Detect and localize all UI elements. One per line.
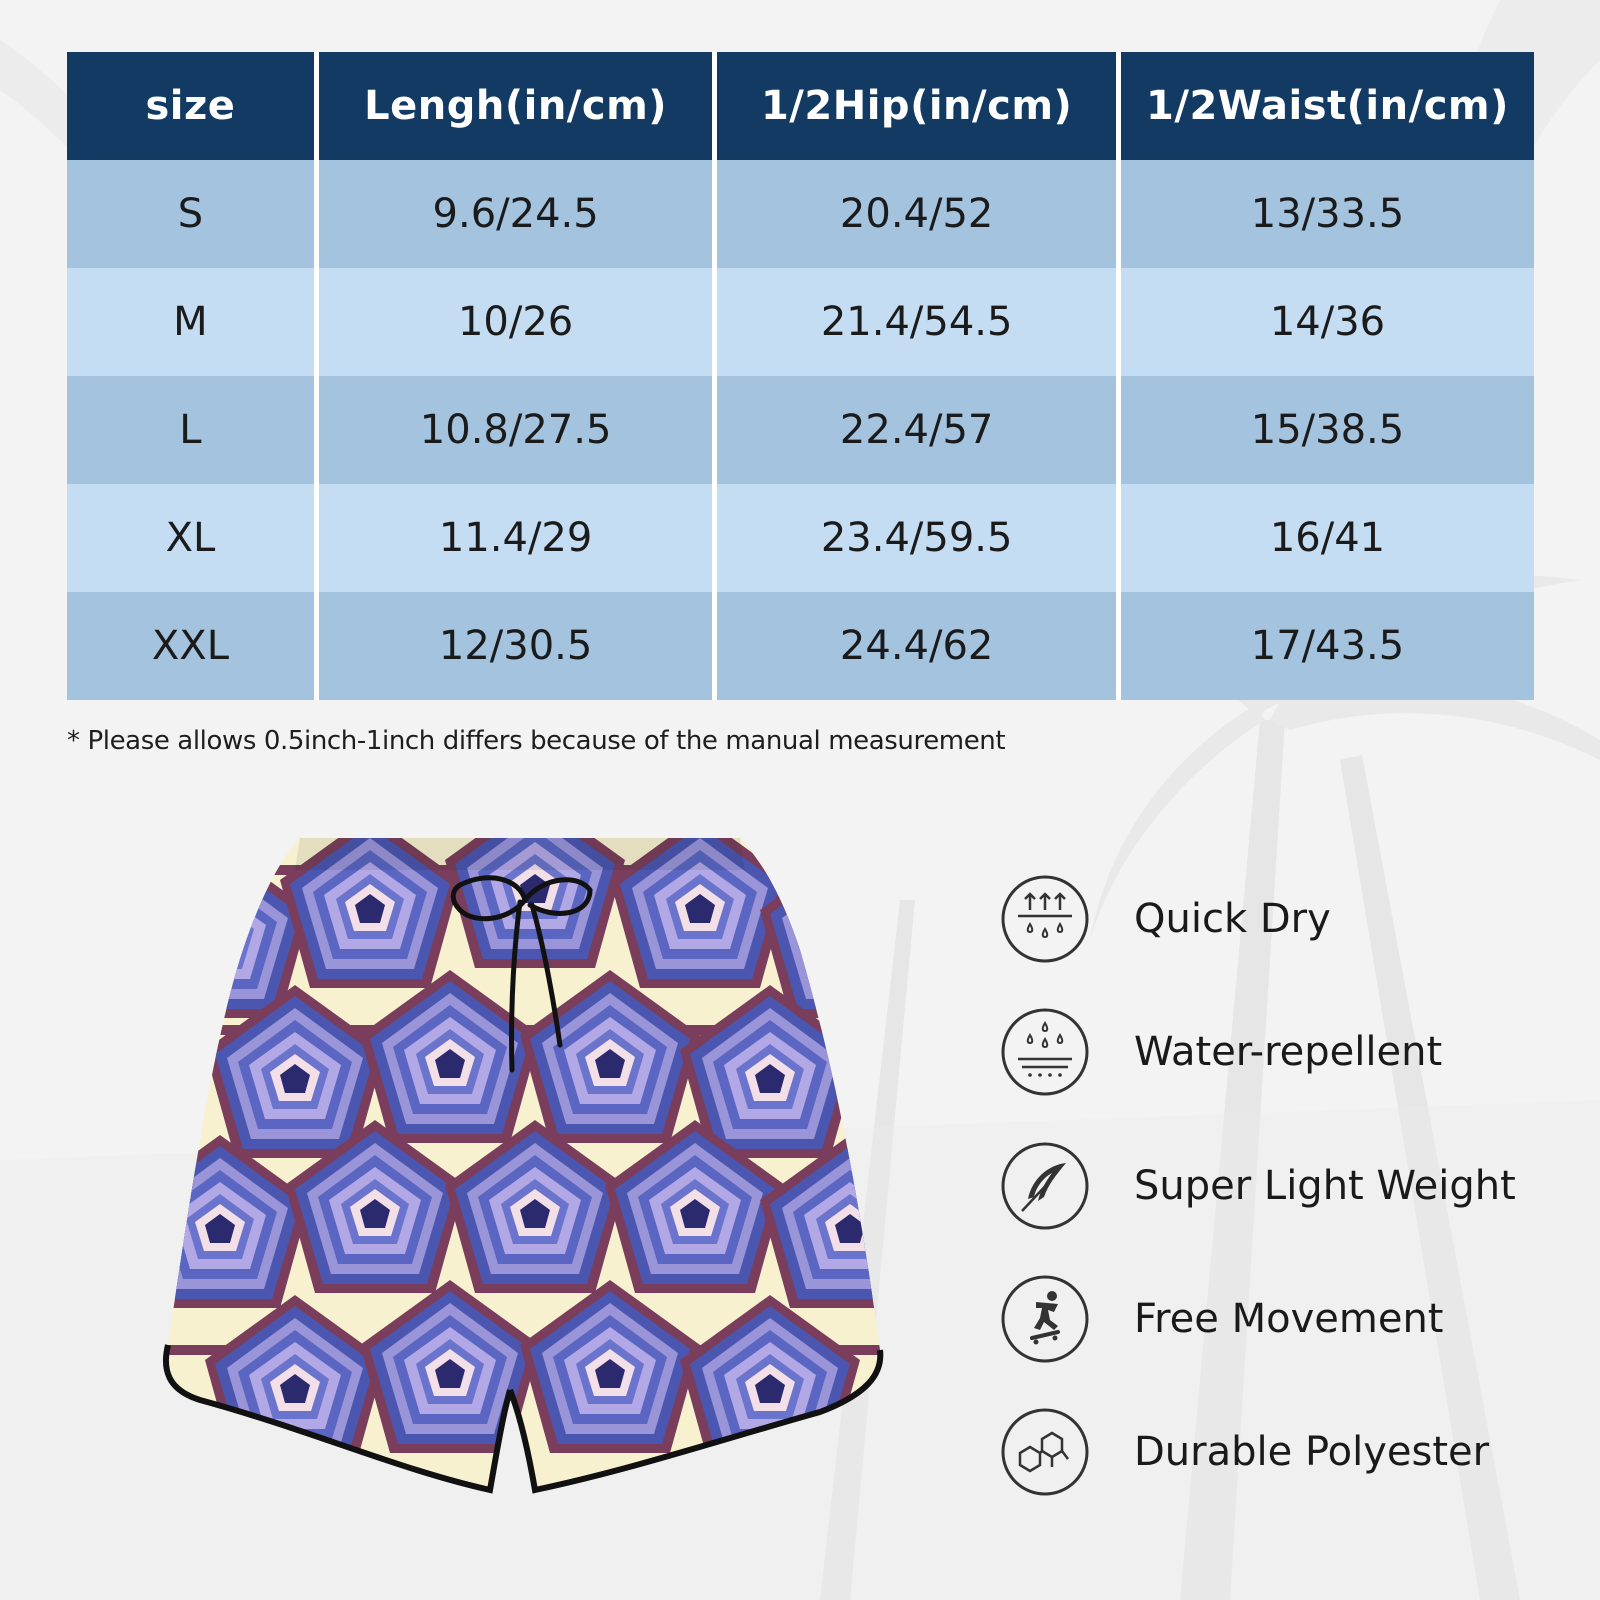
header-half-waist: 1/2Waist(in/cm) bbox=[1121, 52, 1534, 160]
header-half-hip: 1/2Hip(in/cm) bbox=[717, 52, 1121, 160]
skateboarder-icon bbox=[1000, 1274, 1090, 1364]
feature-label: Water-repellent bbox=[1134, 1029, 1443, 1075]
feature-quick-dry bbox=[1000, 872, 1560, 966]
feature-label: Super Light Weight bbox=[1134, 1163, 1516, 1209]
molecule-icon bbox=[1000, 1407, 1090, 1497]
cell-waist: 14/36 bbox=[1121, 268, 1534, 376]
cell-waist: 13/33.5 bbox=[1121, 160, 1534, 268]
cell-size: XL bbox=[67, 484, 319, 592]
cell-hip: 20.4/52 bbox=[717, 160, 1121, 268]
cell-size: S bbox=[67, 160, 319, 268]
table-row bbox=[67, 592, 1534, 700]
cell-size: L bbox=[67, 376, 319, 484]
cell-waist: 17/43.5 bbox=[1121, 592, 1534, 700]
feature-label: Free Movement bbox=[1134, 1296, 1444, 1342]
cell-length: 10/26 bbox=[319, 268, 717, 376]
header-size: size bbox=[67, 52, 319, 160]
cell-hip: 21.4/54.5 bbox=[717, 268, 1121, 376]
feature-label: Durable Polyester bbox=[1134, 1429, 1490, 1475]
cell-length: 12/30.5 bbox=[319, 592, 717, 700]
cell-size: M bbox=[67, 268, 319, 376]
water-repellent-icon bbox=[1000, 1007, 1090, 1097]
table-row bbox=[67, 484, 1534, 592]
header-length: Lengh(in/cm) bbox=[319, 52, 717, 160]
cell-waist: 16/41 bbox=[1121, 484, 1534, 592]
cell-length: 11.4/29 bbox=[319, 484, 717, 592]
measurement-note: * Please allows 0.5inch-1inch differs because of the manual measurement bbox=[67, 726, 1006, 756]
table-header-row bbox=[67, 52, 1534, 160]
cell-waist: 15/38.5 bbox=[1121, 376, 1534, 484]
cell-length: 10.8/27.5 bbox=[319, 376, 717, 484]
feature-durable-polyester bbox=[1000, 1405, 1560, 1499]
cell-hip: 23.4/59.5 bbox=[717, 484, 1121, 592]
cell-length: 9.6/24.5 bbox=[319, 160, 717, 268]
table-row bbox=[67, 376, 1534, 484]
size-chart-table bbox=[67, 52, 1534, 700]
feature-label: Quick Dry bbox=[1134, 896, 1331, 942]
feather-icon bbox=[1000, 1141, 1090, 1231]
feature-water-repellent bbox=[1000, 1005, 1560, 1099]
table-row bbox=[67, 160, 1534, 268]
patterned-shorts-image bbox=[160, 830, 906, 1520]
feature-free-movement bbox=[1000, 1272, 1560, 1366]
cell-hip: 24.4/62 bbox=[717, 592, 1121, 700]
table-row bbox=[67, 268, 1534, 376]
quick-dry-icon bbox=[1000, 874, 1090, 964]
cell-size: XXL bbox=[67, 592, 319, 700]
feature-super-light-weight bbox=[1000, 1139, 1560, 1233]
cell-hip: 22.4/57 bbox=[717, 376, 1121, 484]
